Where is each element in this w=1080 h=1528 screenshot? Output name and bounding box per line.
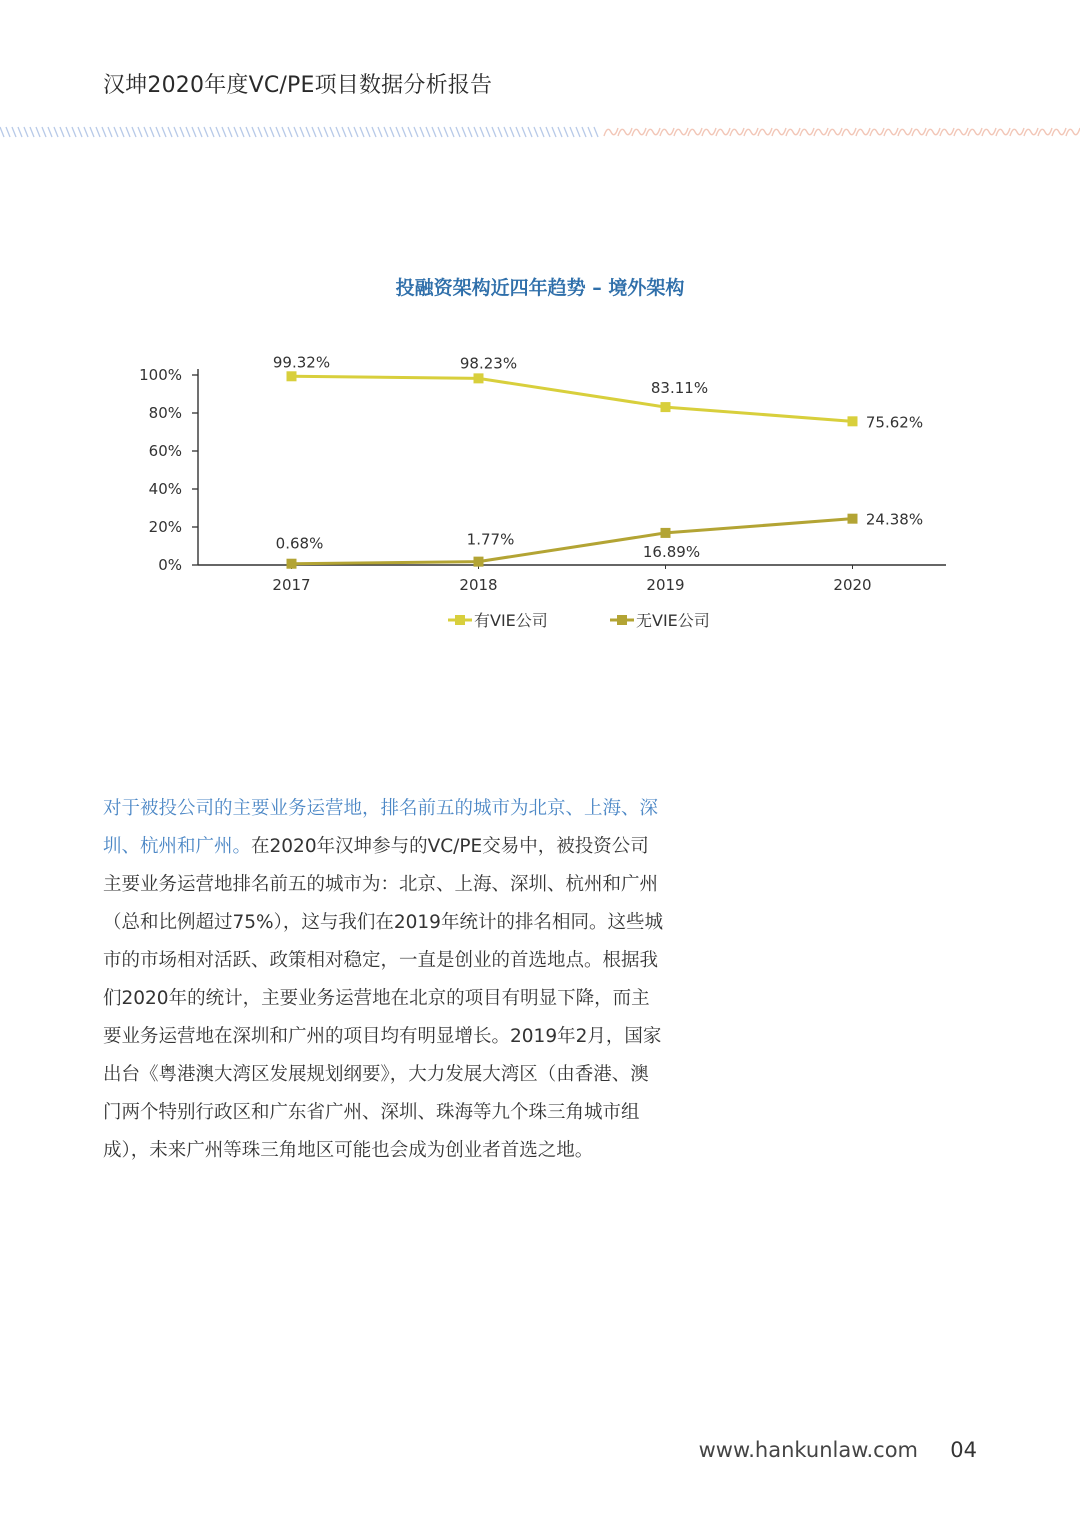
y-tick-label: 80% [148, 404, 182, 422]
series-line-2 [292, 519, 853, 564]
decorative-wave-band [0, 124, 1080, 140]
wave-stroke-peach [604, 128, 1080, 136]
y-tick-label: 100% [139, 366, 182, 384]
data-point-marker [287, 371, 297, 381]
x-tick-label: 2018 [459, 576, 498, 594]
legend-marker-2 [617, 615, 627, 625]
data-label: 99.32% [272, 353, 331, 372]
x-tick-label: 2019 [646, 576, 685, 594]
peach-loop-pattern [604, 128, 1080, 136]
legend-marker-1 [455, 615, 465, 625]
y-tick-label: 0% [158, 556, 182, 574]
data-point-marker [474, 557, 484, 567]
page-number: 04 [950, 1438, 977, 1462]
chart-title: 投融资架构近四年趋势 – 境外架构 [395, 277, 685, 299]
data-point-marker [287, 559, 297, 569]
report-title: 汉坤2020年度VC/PE项目数据分析报告 [103, 73, 493, 98]
data-label: 0.68% [275, 534, 324, 553]
body-paragraph [103, 790, 663, 1170]
highlighted-lead-sentence: 对于被投公司的主要业务运营地，排名前五的城市为北京、上海、深圳、杭州和广州。 [103, 798, 659, 857]
website-link[interactable]: www.hankunlaw.com [698, 1438, 918, 1462]
wave-stroke-blue [0, 127, 598, 137]
data-label: 16.89% [642, 542, 701, 561]
data-label: 24.38% [865, 510, 924, 529]
data-point-marker [661, 402, 671, 412]
y-tick-label: 60% [148, 442, 182, 460]
page-footer [0, 1438, 1080, 1468]
series-line-1 [292, 376, 853, 421]
body-text-rest: 在2020年汉坤参与的VC/PE交易中，被投资公司主要业务运营地排名前五的城市为：北京、上海、深圳、杭州和广州（总和比例超过75%），这与我们在2019年统计的排名相同。这些城市的市场相对活跃、政策相对稳定，一直是创业的首选地点。根据我们2020年的统计，主要业务运营地在北京的项目有明显下降，而主要业务运营地在深圳和广州的项目均有明显增长。2019年2月，国家出台《粤港澳大湾区发展规划纲要》，大力发展大湾区（由香港、澳门两个特别行政区和广东省广州、深圳、珠海等九个珠三角城市组成），未来广州等珠三角地区可能也会成为创业者首选之地。 [103, 836, 663, 1161]
data-point-marker [474, 373, 484, 383]
legend-label-2: 无VIE公司 [636, 611, 710, 630]
x-tick-label: 2017 [272, 576, 311, 594]
y-tick-label: 20% [148, 518, 182, 536]
x-tick-label: 2020 [833, 576, 872, 594]
data-point-marker [848, 514, 858, 524]
data-label: 98.23% [459, 354, 518, 373]
line-chart [0, 340, 1080, 650]
legend-label-1: 有VIE公司 [474, 611, 548, 630]
data-label: 75.62% [865, 413, 924, 432]
data-point-marker [848, 416, 858, 426]
data-label: 83.11% [650, 379, 709, 398]
data-point-marker [661, 528, 671, 538]
y-tick-label: 40% [148, 480, 182, 498]
blue-zigzag-pattern [0, 127, 598, 137]
data-label: 1.77% [466, 530, 515, 549]
